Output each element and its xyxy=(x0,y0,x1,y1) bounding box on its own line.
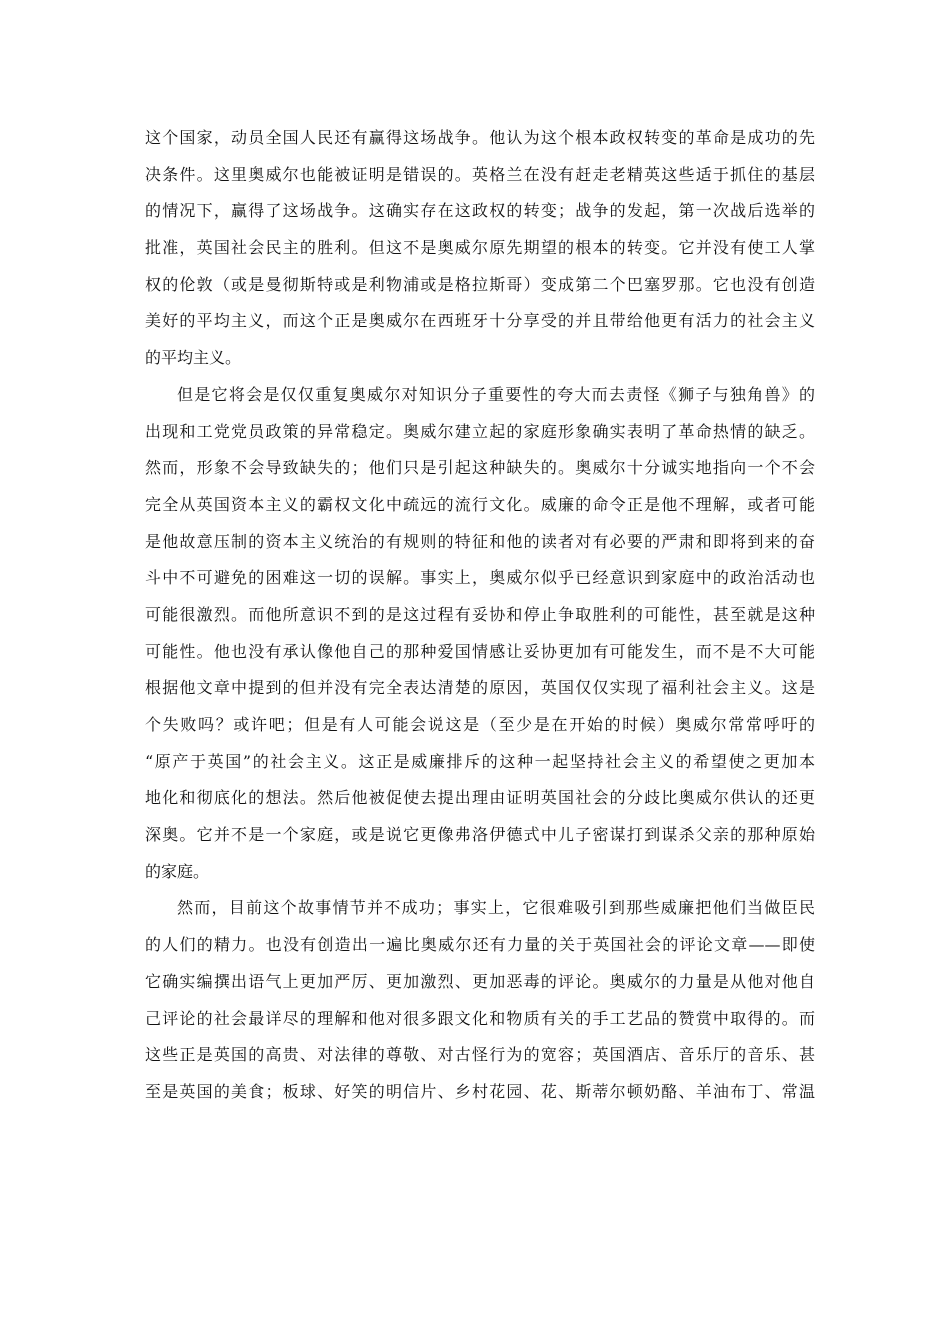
text-line: 的情况下，赢得了这场战争。这确实存在这政权的转变；战争的发起，第一次战后选举的 xyxy=(145,201,815,221)
text-line: 然而，形象不会导致缺失的；他们只是引起这种缺失的。奥威尔十分诚实地指向一个不会 xyxy=(145,458,815,478)
text-line: 决条件。这里奥威尔也能被证明是错误的。英格兰在没有赶走老精英这些适于抓住的基层 xyxy=(145,164,815,184)
text-line: 斗中不可避免的困难这一切的误解。事实上，奥威尔似乎已经意识到家庭中的政治活动也 xyxy=(145,568,815,588)
text-line: 个失败吗？或许吧；但是有人可能会说这是（至少是在开始的时候）奥威尔常常呼吁的 xyxy=(145,715,815,734)
body-text xyxy=(145,120,815,1111)
text-line: 可能很激烈。而他所意识不到的是这过程有妥协和停止争取胜利的可能性，甚至就是这种 xyxy=(145,604,815,624)
text-line: 这个国家，动员全国人民还有赢得这场战争。他认为这个根本政权转变的革命是成功的先 xyxy=(145,128,815,147)
text-line: 这些正是英国的高贵、对法律的尊敬、对古怪行为的宽容；英国酒店、音乐厅的音乐、甚 xyxy=(145,1045,815,1065)
text-line: 美好的平均主义，而这个正是奥威尔在西班牙十分享受的并且带给他更有活力的社会主义 xyxy=(145,311,815,331)
text-line: “原产于英国”的社会主义。这正是威廉排斥的这种一起坚持社会主义的希望使之更加本 xyxy=(145,751,815,771)
text-line: 的人们的精力。也没有创造出一遍比奥威尔还有力量的关于英国社会的评论文章——即使 xyxy=(145,935,815,955)
paragraph-2 xyxy=(145,377,815,891)
text-line: 然而，目前这个故事情节并不成功；事实上，它很难吸引到那些威廉把他们当做臣民 xyxy=(177,898,815,918)
paragraph-3 xyxy=(145,890,815,1110)
paragraph-1 xyxy=(145,120,815,377)
text-line: 批准，英国社会民主的胜利。但这不是奥威尔原先期望的根本的转变。它并没有使工人掌 xyxy=(145,238,815,258)
text-line: 但是它将会是仅仅重复奥威尔对知识分子重要性的夸大而去责怪《狮子与独角兽》的 xyxy=(177,384,815,404)
text-line: 可能性。他也没有承认像他自己的那种爱国情感让妥协更加有可能发生，而不是不大可能 xyxy=(145,641,815,661)
text-line: 至是英国的美食；板球、好笑的明信片、乡村花园、花、斯蒂尔顿奶酪、羊油布丁、常温 xyxy=(145,1081,815,1101)
text-line: 是他故意压制的资本主义统治的有规则的特征和他的读者对有必要的严肃和即将到来的奋 xyxy=(145,531,815,551)
text-line: 权的伦敦（或是曼彻斯特或是利物浦或是格拉斯哥）变成第二个巴塞罗那。它也没有创造 xyxy=(145,274,815,294)
text-line: 完全从英国资本主义的霸权文化中疏远的流行文化。威廉的命令正是他不理解，或者可能 xyxy=(145,494,815,514)
text-line: 地化和彻底化的想法。然后他被促使去提出理由证明英国社会的分歧比奥威尔供认的还更 xyxy=(145,788,815,808)
text-line: 己评论的社会最详尽的理解和他对很多跟文化和物质有关的手工艺品的赞赏中取得的。而 xyxy=(145,1008,815,1028)
text-line: 出现和工党党员政策的异常稳定。奥威尔建立起的家庭形象确实表明了革命热情的缺乏。 xyxy=(145,421,815,441)
text-line: 的平均主义。 xyxy=(145,348,242,368)
text-line: 深奥。它并不是一个家庭，或是说它更像弗洛伊德式中儿子密谋打到谋杀父亲的那种原始 xyxy=(145,825,815,845)
text-line: 它确实编撰出语气上更加严厉、更加激烈、更加恶毒的评论。奥威尔的力量是从他对他自 xyxy=(145,971,815,991)
text-line: 的家庭。 xyxy=(145,861,210,881)
text-line: 根据他文章中提到的但并没有完全表达清楚的原因，英国仅仅实现了福利社会主义。这是 xyxy=(145,678,815,698)
